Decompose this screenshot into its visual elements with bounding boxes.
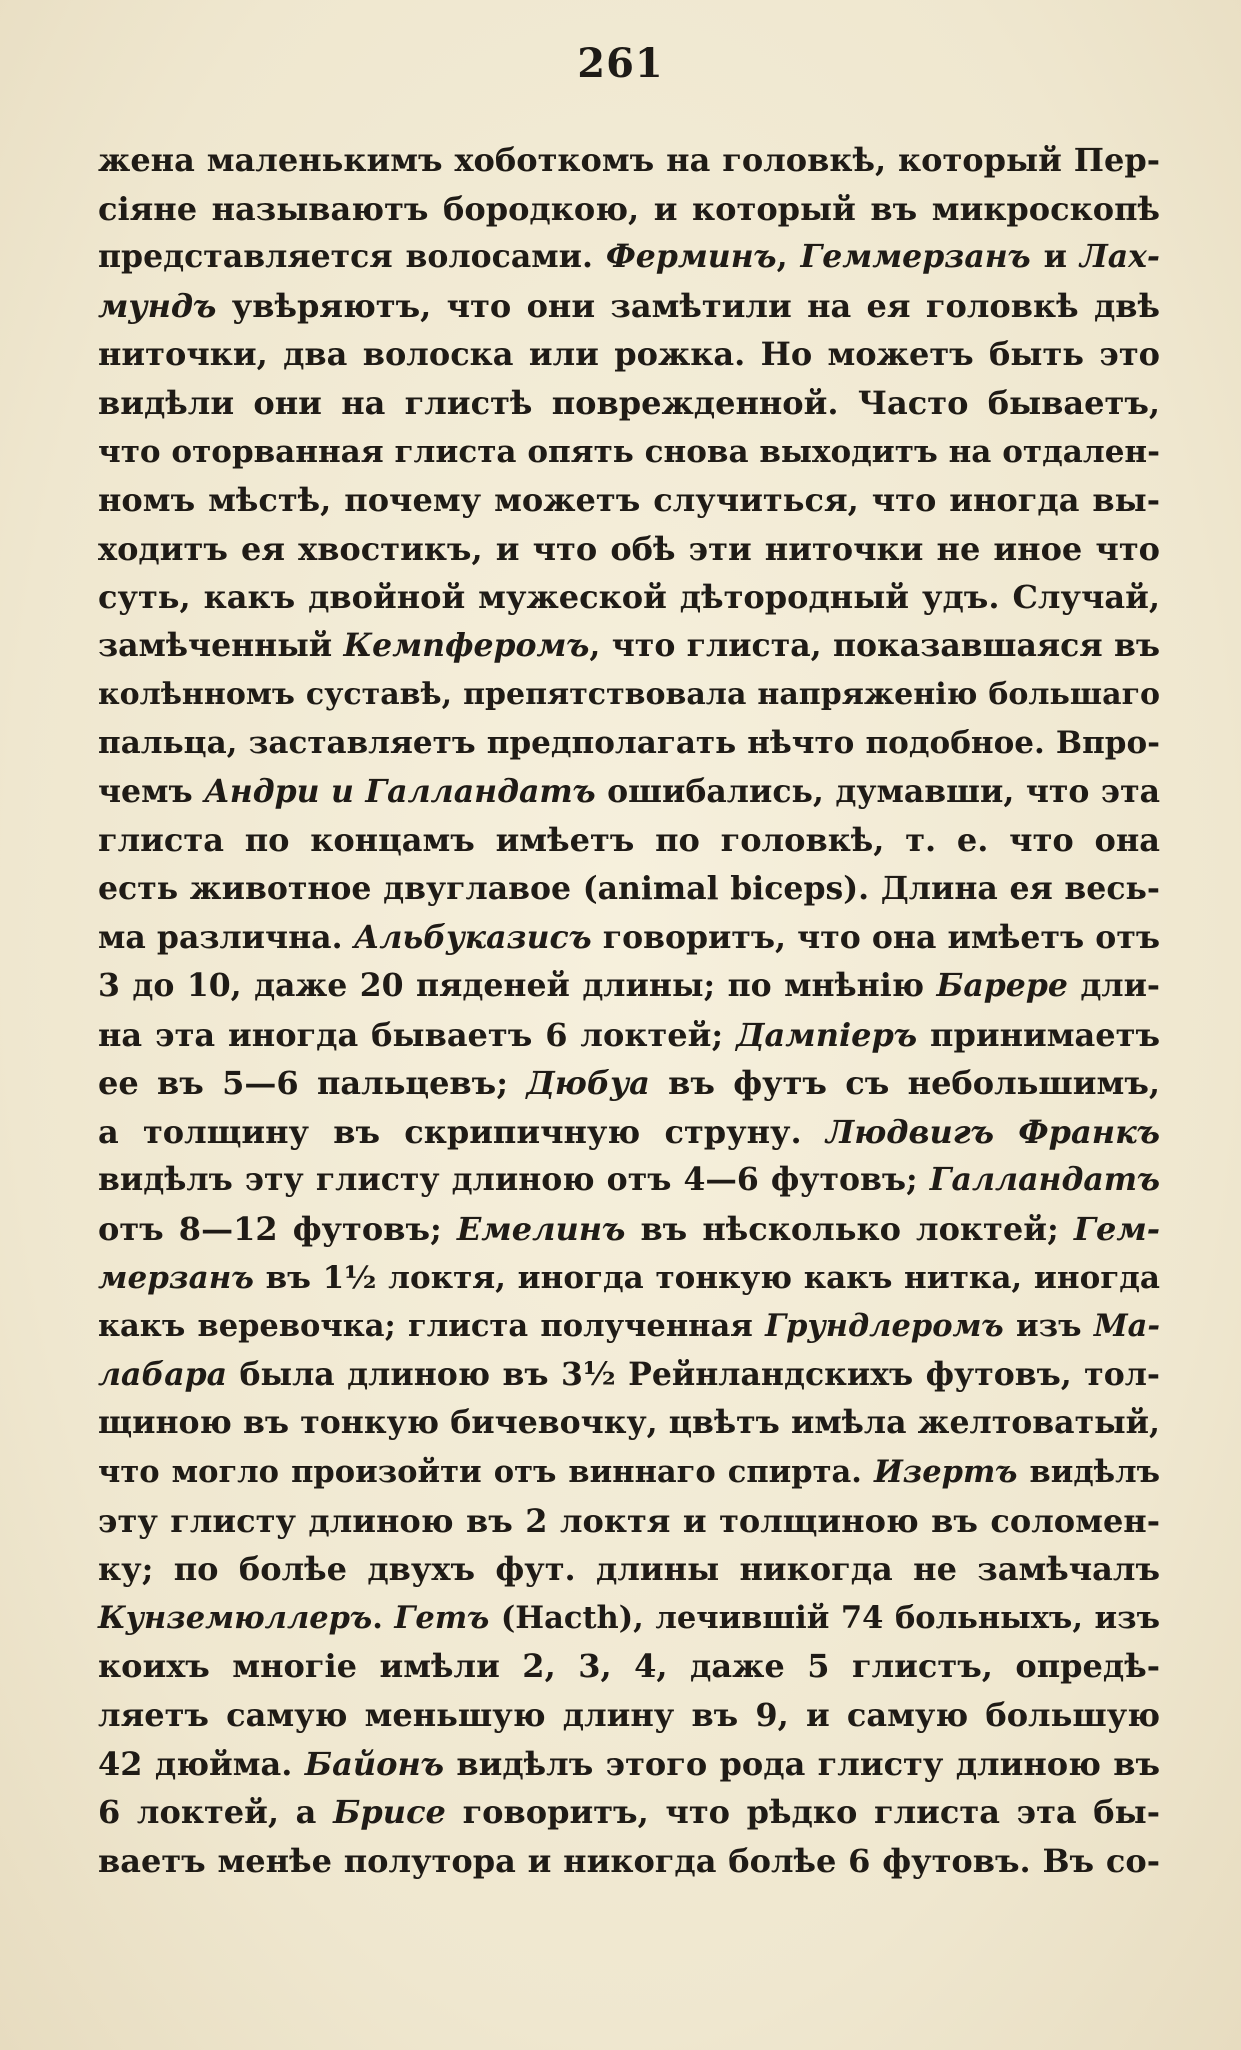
text-line	[98, 1351, 1160, 1400]
text-fragment: щиною въ тонкую бичевочку, цвѣтъ имѣла желтоватый,	[98, 1404, 1160, 1442]
text-line	[98, 185, 1160, 234]
text-line	[98, 1545, 1160, 1594]
italic-name: Галландатъ	[929, 1161, 1160, 1199]
italic-name: Лах-	[1079, 238, 1160, 276]
text-fragment: чемъ	[98, 772, 205, 810]
text-line	[98, 1399, 1160, 1448]
italic-name: лабара	[98, 1355, 228, 1393]
text-fragment: 42 дюйма.	[98, 1744, 305, 1783]
text-line	[98, 1156, 1160, 1205]
text-line	[98, 622, 1160, 671]
text-fragment: ниточки, два волоска или рожка. Но можетъ быть это	[98, 335, 1160, 374]
italic-name: Людвигъ Франкъ	[825, 1112, 1160, 1151]
text-line	[98, 719, 1160, 768]
text-line	[98, 282, 1160, 331]
text-line	[98, 1108, 1160, 1157]
text-line	[98, 671, 1160, 720]
text-fragment: ма различна.	[98, 918, 354, 956]
text-fragment: эту глисту длиною въ 2 локтя и толщиною въ соломен-	[98, 1501, 1160, 1540]
text-fragment: ку; по болѣе двухъ фут. длины никогда не замѣчалъ	[98, 1550, 1160, 1589]
italic-name: Изертъ	[873, 1454, 1018, 1491]
text-line	[98, 1594, 1160, 1643]
text-line	[98, 1642, 1160, 1691]
text-fragment: въ 1½ локтя, иногда тонкую какъ нитка, иногда	[253, 1259, 1160, 1296]
text-fragment: жена маленькимъ хоботкомъ на головкѣ, который Пер-	[98, 141, 1160, 179]
text-line	[98, 1302, 1160, 1351]
italic-name: Кунземюллеръ	[98, 1599, 373, 1636]
text-fragment: суть, какъ двойной мужеской дѣтородный удъ. Случай,	[98, 578, 1160, 617]
italic-name: Ферминъ	[605, 238, 777, 276]
italic-name: Ма-	[1093, 1308, 1160, 1345]
body-text	[98, 136, 1160, 1885]
text-line	[98, 233, 1160, 282]
italic-name: Андри и Галландатъ	[204, 772, 596, 810]
text-line	[98, 768, 1160, 817]
italic-name: мерзанъ	[98, 1259, 254, 1296]
text-fragment: ,	[776, 238, 801, 276]
text-line	[98, 525, 1160, 574]
text-fragment: глиста по концамъ имѣетъ по головкѣ, т. е. что она	[98, 821, 1160, 860]
text-fragment: дли-	[1067, 967, 1161, 1005]
text-line	[98, 1254, 1160, 1303]
text-fragment: , что глиста, показавшаяся въ	[589, 626, 1161, 664]
text-fragment: говоритъ, что она имѣетъ отъ	[591, 918, 1160, 956]
text-fragment: видѣли они на глистѣ поврежденной. Часто бываетъ,	[98, 383, 1160, 422]
text-fragment: въ футъ съ небольшимъ,	[649, 1064, 1160, 1103]
text-fragment: отъ 8—12 футовъ;	[98, 1210, 457, 1249]
text-line	[98, 573, 1160, 622]
text-line	[98, 1837, 1160, 1886]
italic-name: Байонъ	[304, 1744, 445, 1783]
text-line	[98, 1448, 1160, 1497]
text-fragment: изъ	[1003, 1308, 1094, 1345]
italic-name: Емелинъ	[456, 1210, 626, 1249]
text-fragment: ее въ 5—6 пальцевъ;	[98, 1064, 527, 1103]
text-fragment: и	[1030, 238, 1080, 276]
text-fragment: что могло произойти отъ виннаго спирта.	[98, 1454, 874, 1491]
text-line	[98, 1497, 1160, 1546]
text-line	[98, 816, 1160, 865]
page-number: 261	[577, 40, 664, 87]
italic-name: Грундлеромъ	[765, 1308, 1004, 1345]
text-fragment: 6 локтей, а	[98, 1793, 334, 1832]
text-fragment: коихъ многіе имѣли 2, 3, 4, даже 5 глистъ, опредѣ-	[98, 1647, 1160, 1686]
italic-name: мундъ	[98, 286, 217, 325]
italic-name: Геммерзанъ	[800, 238, 1031, 276]
text-line	[98, 865, 1160, 914]
text-line	[98, 1740, 1160, 1789]
text-line	[98, 379, 1160, 428]
text-fragment: ходитъ ея хвостикъ, и что обѣ эти ниточки не иное что	[98, 529, 1160, 568]
italic-name: Гем-	[1073, 1210, 1161, 1249]
text-fragment: видѣлъ	[1017, 1454, 1160, 1491]
italic-name: Альбуказисъ	[353, 918, 592, 956]
text-line	[98, 1011, 1160, 1060]
text-fragment: на эта иногда бываетъ 6 локтей;	[98, 1015, 737, 1054]
text-line	[98, 914, 1160, 963]
text-fragment: увѣряютъ, что они замѣтили на ея головкѣ двѣ	[216, 286, 1160, 325]
italic-name: Барере	[936, 967, 1068, 1005]
text-line	[98, 476, 1160, 525]
text-fragment: сіяне называютъ бородкою, и который въ микроскопѣ	[98, 189, 1160, 228]
text-fragment: замѣченный	[98, 626, 344, 664]
text-fragment: говоритъ, что рѣдко глиста эта бы-	[445, 1793, 1161, 1832]
text-fragment: номъ мѣстѣ, почему можетъ случиться, что иногда вы-	[98, 481, 1160, 520]
text-line	[98, 1691, 1160, 1740]
text-fragment: видѣлъ этого рода глисту длиною въ	[444, 1744, 1161, 1783]
text-fragment: есть животное двуглавое (animal biceps). Длина ея весь-	[98, 869, 1160, 907]
text-fragment: что оторванная глиста опять снова выходитъ на отдален-	[98, 433, 1160, 470]
text-fragment: (Hacth), лечившій 74 больныхъ, изъ	[489, 1599, 1160, 1636]
text-fragment: была длиною въ 3½ Рейнландскихъ футовъ, тол-	[227, 1355, 1160, 1393]
italic-name: Гетъ	[394, 1599, 490, 1636]
text-fragment: ошибались, думавши, что эта	[595, 772, 1160, 810]
text-line	[98, 1788, 1160, 1837]
text-fragment: 3 до 10, даже 20 пяденей длины; по мнѣнію	[98, 967, 937, 1005]
text-fragment: ваетъ менѣе полутора и никогда болѣе 6 футовъ. Въ со-	[98, 1841, 1160, 1880]
italic-name: Кемпферомъ	[343, 626, 590, 664]
text-line	[98, 1205, 1160, 1254]
text-fragment: ляетъ самую меньшую длину въ 9, и самую большую	[98, 1696, 1160, 1734]
text-line	[98, 136, 1160, 185]
text-fragment: какъ веревочка; глиста полученная	[98, 1308, 766, 1345]
text-line	[98, 428, 1160, 477]
text-fragment: а толщину въ скрипичную струну.	[98, 1112, 826, 1151]
text-line	[98, 330, 1160, 379]
text-fragment: видѣлъ эту глисту длиною отъ 4—6 футовъ;	[98, 1161, 930, 1199]
text-fragment: пальца, заставляетъ предполагать нѣчто подобное. Впро-	[98, 725, 1160, 762]
text-fragment: .	[372, 1599, 395, 1636]
text-line	[98, 962, 1160, 1011]
italic-name: Дампіеръ	[736, 1015, 918, 1054]
text-fragment: колѣнномъ суставѣ, препятствовала напряженію большаго	[98, 676, 1160, 712]
text-fragment: въ нѣсколько локтей;	[625, 1210, 1074, 1249]
text-line	[98, 1059, 1160, 1108]
text-fragment: представляется волосами.	[98, 238, 606, 276]
italic-name: Дюбуа	[526, 1064, 650, 1103]
italic-name: Брисе	[333, 1793, 446, 1832]
text-fragment: принимаетъ	[917, 1015, 1161, 1054]
